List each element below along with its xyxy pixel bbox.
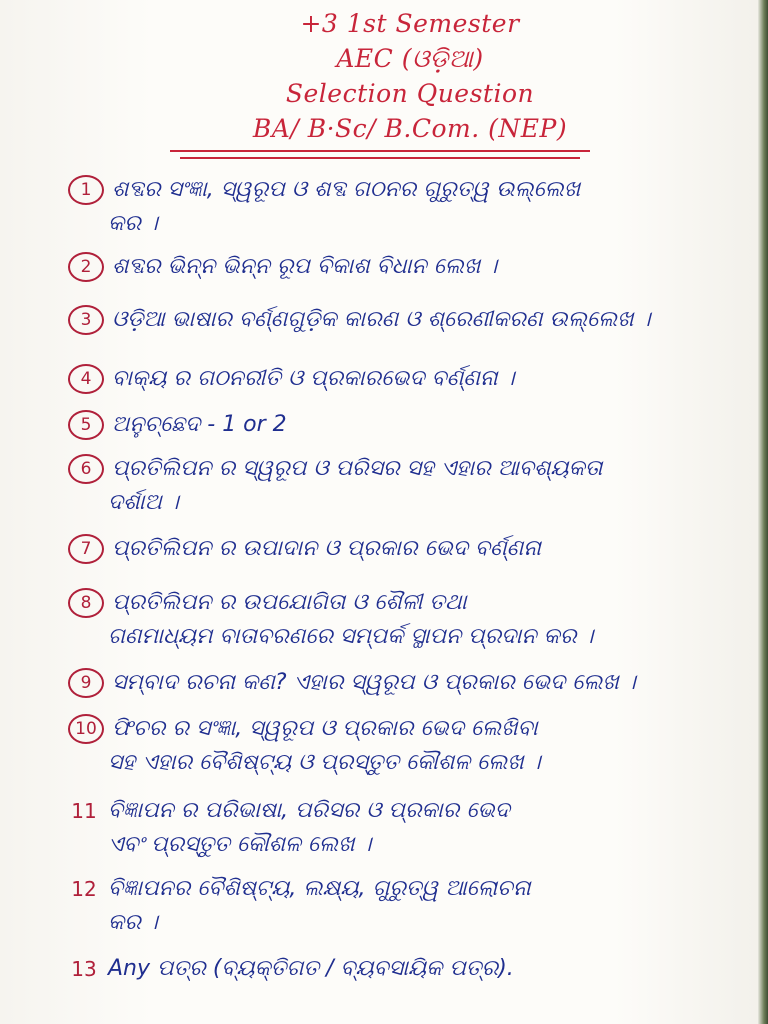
- question-text-continued: ସହ ଏହାର ବୈଶିଷ୍ଟ୍ୟ ଓ ପ୍ରସ୍ତୁତ କୌଶଳ ଲେଖ ।: [108, 750, 541, 775]
- question-number: 13: [71, 957, 97, 981]
- question-item: [68, 250, 733, 284]
- question-item: [68, 952, 733, 986]
- question-number: 4: [68, 364, 104, 394]
- question-text: ବାକ୍ୟ ର ଗଠନରୀତି ଓ ପ୍ରକାରଭେଦ ବର୍ଣ୍ଣନା ।: [112, 366, 515, 391]
- header-underline-second: [180, 157, 580, 159]
- question-text: ପ୍ରତିଲିପନ ର ସ୍ୱରୂପ ଓ ପରିସର ସହ ଏହାର ଆବଶ୍ୟକତା: [112, 456, 603, 481]
- question-text-continued: କର ।: [108, 910, 158, 935]
- page-header: [220, 6, 600, 146]
- question-text-continued: କର ।: [108, 211, 158, 236]
- question-item: [68, 586, 733, 654]
- question-text: ଫିଚର ର ସଂଜ୍ଞା, ସ୍ୱରୂପ ଓ ପ୍ରକାର ଭେଦ ଲେଖିବା: [112, 716, 538, 741]
- question-item: [68, 452, 733, 520]
- header-title: Selection Question: [285, 79, 535, 108]
- question-number: 6: [68, 454, 104, 484]
- question-number: 5: [68, 410, 104, 440]
- question-text: ବିଜ୍ଞାପନର ବୈଶିଷ୍ଟ୍ୟ, ଲକ୍ଷ୍ୟ, ଗୁରୁତ୍ୱ ଆଲୋଚନା: [108, 876, 531, 901]
- question-number: 12: [71, 877, 97, 901]
- question-item: [68, 303, 733, 337]
- header-subject: AEC (ଓଡ଼ିଆ): [336, 44, 484, 73]
- question-text: ସମ୍ବାଦ ରଚନା କଣ? ଏହାର ସ୍ୱରୂପ ଓ ପ୍ରକାର ଭେଦ ଲେଖ ।: [112, 670, 636, 695]
- page-edge: [758, 0, 768, 1024]
- question-text-continued: ଦର୍ଶାଅ ।: [108, 490, 179, 515]
- question-text: ପ୍ରତିଲିପନ ର ଉପାଦାନ ଓ ପ୍ରକାର ଭେଦ ବର୍ଣ୍ଣନା: [112, 536, 541, 561]
- question-item: [68, 666, 733, 700]
- question-number: 7: [68, 534, 104, 564]
- question-item: [68, 532, 733, 566]
- question-text: ଓଡ଼ିଆ ଭାଷାର ବର୍ଣ୍ଣଗୁଡ଼ିକ କାରଣ ଓ ଶ୍ରେଣୀକରଣ ଉଲ୍ଲେଖ ।: [112, 307, 651, 332]
- question-text-continued: ଏବଂ ପ୍ରସ୍ତୁତ କୌଶଳ ଲେଖ ।: [108, 832, 372, 857]
- question-item: [68, 362, 733, 396]
- question-number: 11: [71, 799, 97, 823]
- question-item: [68, 173, 733, 241]
- question-text: ଅନୁଚ୍ଛେଦ - 1 or 2: [112, 412, 287, 437]
- question-text: ପ୍ରତିଲିପନ ର ଉପଯୋଗିତା ଓ ଶୈଳୀ ତଥା: [112, 590, 467, 615]
- question-number: 8: [68, 588, 104, 618]
- question-text: Any ପତ୍ର (ବ୍ୟକ୍ତିଗତ / ବ୍ୟବସାୟିକ ପତ୍ର).: [108, 956, 514, 981]
- question-item: [68, 872, 733, 940]
- header-underline: [170, 150, 590, 152]
- question-number: 9: [68, 668, 104, 698]
- question-number: 2: [68, 252, 104, 282]
- question-text-continued: ଗଣମାଧ୍ୟମ ବାତାବରଣରେ ସମ୍ପର୍କ ସ୍ଥାପନ ପ୍ରଦାନ କର ।: [108, 624, 594, 649]
- question-item: [68, 408, 733, 442]
- question-number: 3: [68, 305, 104, 335]
- header-semester: +3 1st Semester: [300, 9, 520, 38]
- question-text: ବିଜ୍ଞାପନ ର ପରିଭାଷା, ପରିସର ଓ ପ୍ରକାର ଭେଦ: [108, 798, 510, 823]
- question-text: ଶବ୍ଦର ସଂଜ୍ଞା, ସ୍ୱରୂପ ଓ ଶବ୍ଦ ଗଠନର ଗୁରୁତ୍ୱ ଉଲ୍ଲେଖ: [112, 177, 581, 202]
- question-number: 1: [68, 175, 104, 205]
- question-text: ଶବ୍ଦର ଭିନ୍ନ ଭିନ୍ନ ରୂପ ବିକାଶ ବିଧାନ ଲେଖ ।: [112, 254, 498, 279]
- header-courses: BA/ B·Sc/ B.Com. (NEP): [252, 114, 568, 143]
- question-item: [68, 712, 733, 780]
- question-number: 10: [68, 714, 104, 744]
- question-item: [68, 794, 733, 862]
